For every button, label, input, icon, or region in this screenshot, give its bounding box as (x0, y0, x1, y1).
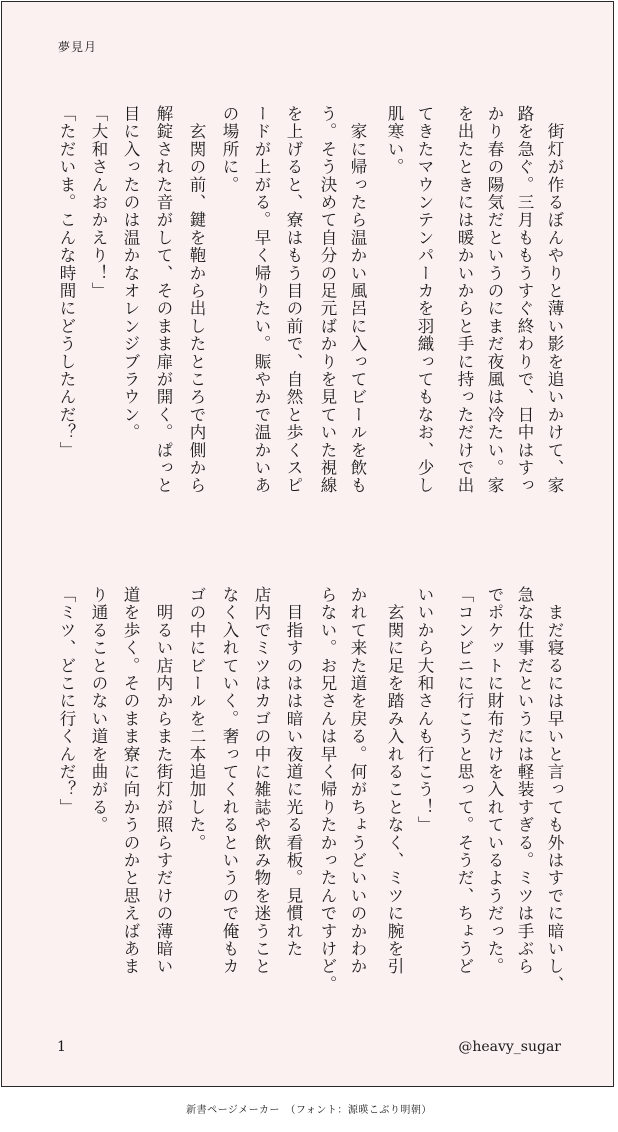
text-column: らない。お兄さんは早く帰りたかったんですけど。 (318, 586, 337, 994)
text-column: 玄関に足を踏み入れることなく、ミツに腕を引 (385, 586, 404, 976)
text-column: を上げると、寮はもう目の前で、自然と歩くスピ (284, 105, 303, 495)
text-column: かれて来た道を戻る。何がちょうどいいのかわか (348, 586, 367, 976)
text-column: ゴの中にビールを二本追加した。 (187, 586, 206, 852)
text-column: 「ミツ、どこに行くんだ？」 (57, 586, 76, 817)
text-column: なく入れていく。奢ってくれるというので俺もカ (220, 586, 239, 976)
text-column: の場所に。 (220, 105, 239, 194)
text-column: 路を急ぐ。三月ももうすぐ終わりで、日中はすっ (515, 105, 534, 495)
text-column: 「コンビニに行こうと思って。そうだ、ちょうど (455, 586, 474, 976)
text-column: 道を歩く。そのまま寮に向かうのかと思えばあま (121, 586, 140, 976)
text-column: かり春の陽気だというのにまだ夜風は冷たい。家 (485, 105, 504, 495)
page-number: 1 (57, 1039, 66, 1055)
text-column: でポケットに財布だけを入れているようだった。 (485, 586, 504, 976)
text-column: 街灯が作るぼんやりと薄い影を追いかけて、家 (545, 105, 564, 495)
text-column: ードが上がる。早く帰りたい。賑やかで温かいあ (252, 105, 271, 495)
text-column: を出たときには暖かいからと手に持っただけで出 (455, 105, 474, 495)
text-column: 明るい店内からまた街灯が照らすだけの薄暗い (154, 586, 173, 976)
text-column: 家に帰ったら温かい風呂に入ってビールを飲も (348, 105, 367, 495)
text-column: 「大和さんおかえり！」 (89, 105, 108, 300)
text-column: 肌寒い。 (385, 105, 404, 176)
text-column: 解錠された音がして、そのまま扉が開く。ぱっと (154, 105, 173, 495)
chapter-title: 夢見月 (58, 40, 98, 54)
text-column: てきたマウンテンパーカを羽織ってもなお、少し (415, 105, 434, 495)
text-column: 「ただいま。こんな時間にどうしたんだ？」 (57, 105, 76, 459)
text-column: 店内でミツはカゴの中に雑誌や飲み物を迷うこと (252, 586, 271, 976)
text-column: 玄関の前、鍵を鞄から出したところで内側から (187, 105, 206, 495)
generator-credit: 新書ページメーカー （フォント：源暎こぶり明朝） (186, 1105, 432, 1116)
text-column: いいから大和さんも行こう！」 (415, 586, 434, 834)
author-handle: @heavy_sugar (458, 1039, 561, 1055)
text-column: 目に入ったのは温かなオレンジブラウン。 (121, 105, 140, 442)
text-column: う。そう決めて自分の足元ばかりを見ていた視線 (318, 105, 337, 495)
text-column: 急な仕事だというには軽装すぎる。ミツは手ぶら (515, 586, 534, 976)
text-column: 目指すのはは暗い夜道に光る看板。見慣れた (284, 586, 303, 958)
text-column: まだ寝るには早いと言っても外はすでに暗いし、 (545, 586, 564, 994)
manuscript-page (1, 1, 614, 1087)
text-column: り通ることのない道を曲がる。 (89, 586, 108, 834)
